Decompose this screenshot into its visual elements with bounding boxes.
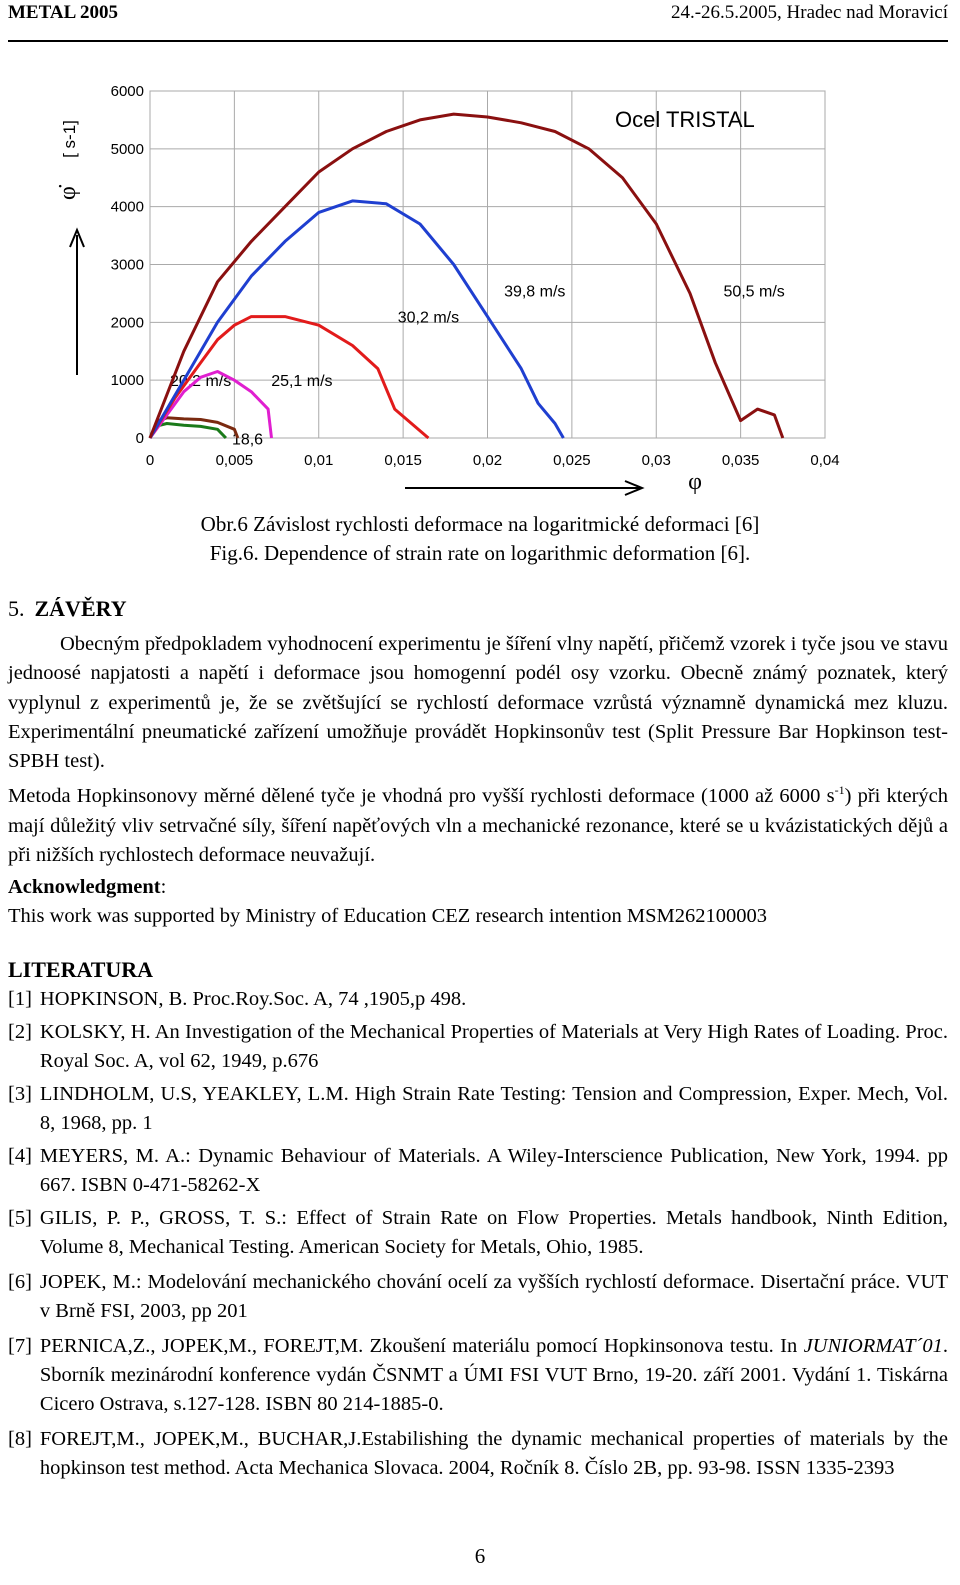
conference-name: METAL 2005 [8,2,118,23]
reference-item [8,1204,948,1262]
series-label: 39,8 m/s [504,283,566,301]
reference-number: [1] [8,988,32,1010]
series-label: 30,2 m/s [397,309,460,327]
series-label: 50,5 m/s [723,283,785,301]
reference-item [8,1425,948,1483]
reference-item [8,1142,948,1200]
x-tick-label: 0,035 [721,452,760,469]
reference-number: [8] [8,1428,32,1450]
reference-number: [2] [8,1021,32,1043]
series-label: 20,2 m/s [169,372,232,390]
reference-number: [3] [8,1083,32,1105]
reference-number: [5] [8,1207,32,1229]
x-tick-label: 0,02 [472,452,503,469]
conclusions-text [8,630,948,870]
section-heading [8,596,127,622]
y-tick-label: 4000 [110,198,144,216]
acknowledgment: Acknowledgment: This work was supported by Ministry of Education CEZ research intention MSM262100003 [8,873,948,931]
x-tick-label: 0,03 [641,452,671,469]
reference-item [8,1080,948,1138]
page-number: 6 [474,1544,486,1568]
page-header [8,0,948,34]
reference-list [8,985,948,1483]
strain-rate-chart [55,75,855,505]
y-axis-unit: [ s-1] [60,120,79,158]
reference-item [8,1018,948,1076]
y-tick-label: 0 [135,430,144,447]
section-number: 5. [8,596,25,621]
series-line [150,424,226,439]
x-tick-label: 0 [145,452,155,469]
x-tick-label: 0,005 [215,452,254,469]
reference-number: [6] [8,1271,32,1293]
reference-text: HOPKINSON, B. Proc.Roy.Soc. A, 74 ,1905,p 498. [39,988,467,1010]
x-tick-label: 0,04 [810,452,840,469]
chart-title: Ocel TRISTAL [615,107,755,132]
x-tick-label: 0,015 [384,452,422,469]
reference-text: GILIS, P. P., GROSS, T. S.: Effect of Strain Rate on Flow Properties. Metals handbook, Ninth Edition, Volume 8, Mechanical Testing. American Society for Metals, Ohio, 1985. [39,1207,948,1258]
reference-text: LINDHOLM, U.S, YEAKLEY, L.M. High Strain Rate Testing: Tension and Compression, Exper. Mech, Vol. 8, 1968, pp. 1 [39,1083,948,1134]
section-title: ZÁVĚRY [34,596,127,621]
reference-item [8,985,948,1014]
paragraph-2: Metoda Hopkinsonovy měrné dělené tyče je vhodná pro vyšší rychlosti deformace (1000 až 6000 $s^{-1}$) při kterých mají důležitý vliv setrvačné síly, šíření napěťových vln a mechanické rezonance, které se u kvázistatických dějů a při nižších rychlostech deformace neuvažují. [8,783,949,866]
y-tick-label: 3000 [110,256,144,274]
y-tick-label: 2000 [110,314,144,332]
y-tick-label: 1000 [110,372,144,390]
reference-text: JOPEK, M.: Modelování mechanického chování ocelí za vyšších rychlostí deformace. Disertační práce. VUT v Brně FSI, 2003, pp 201 [39,1271,948,1322]
reference-text: FOREJT,M., JOPEK,M., BUCHAR,J.Estabilishing the dynamic mechanical properties of materials by the hopkinson test method. Acta Mechanica Slovaca. 2004, Ročník 8. Číslo 2B, pp. 93-98. ISSN 1335-2393 [39,1428,948,1479]
y-axis-label: φ̇ [55,186,81,200]
header-rule [8,40,948,42]
reference-item [8,1268,948,1326]
paragraph-1: Obecným předpokladem vyhodnocení experimentu je šíření vlny napětí, přičemž vzorek i tyče jsou ve stavu jednoosé napjatosti a napětí i deformace jsou homogenní podél osy vzorku. Obecně známý poznatek, který vyplynul z experimentů je, že se zvětšující se rychlostí deformace vzrůstá významně dynamická mez kluzu. Experimentální pneumatické zařízení umožňuje provádět Hopkinsonův test (Split Pressure Bar Hopkinson test-SPBH test). [8,633,948,773]
reference-text: KOLSKY, H. An Investigation of the Mechanical Properties of Materials at Very High Rates of Loading. Proc. Royal Soc. A, vol 62, 1949, p.676 [39,1021,948,1072]
series-label: 18,6 [231,431,264,449]
reference-text: PERNICA,Z., JOPEK,M., FOREJT,M. Zkoušení materiálu pomocí Hopkinsonova testu. In JUNIORMAT´01. Sborník mezinárodní konference vydán ČSNMT a ÚMI FSI VUT Brno, 19-20. září 2001. Vydání 1. Tiskárna Cicero Ostrava, s.127-128. ISBN 80 214-1885-0. [39,1335,948,1415]
conference-date-place: 24.-26.5.2005, Hradec nad Moravicí [670,2,948,23]
y-tick-label: 6000 [110,83,144,100]
x-axis-label: φ [688,469,702,495]
reference-text: MEYERS, M. A.: Dynamic Behaviour of Materials. A Wiley-Interscience Publication, New York, 1994. pp 667. ISBN 0-471-58262-X [39,1145,948,1196]
series-line [150,114,783,438]
reference-item [8,1332,948,1419]
series-line [150,201,566,438]
reference-number: [4] [8,1145,32,1167]
acknowledgment-title: Acknowledgment [8,876,161,898]
reference-number: [7] [8,1335,32,1357]
caption-en: Fig.6. Dependence of strain rate on logarithmic deformation [6]. [209,541,751,565]
x-tick-label: 0,025 [553,452,591,469]
acknowledgment-text: This work was supported by Ministry of Education CEZ research intention MSM262100003 [8,905,767,927]
x-tick-label: 0,01 [304,452,334,469]
caption-cz: Obr.6 Závislost rychlosti deformace na logaritmické deformaci [6] [200,512,760,536]
literature-heading: LITERATURA [8,957,154,982]
series-label: 25,1 m/s [271,372,333,390]
y-tick-label: 5000 [110,140,144,158]
